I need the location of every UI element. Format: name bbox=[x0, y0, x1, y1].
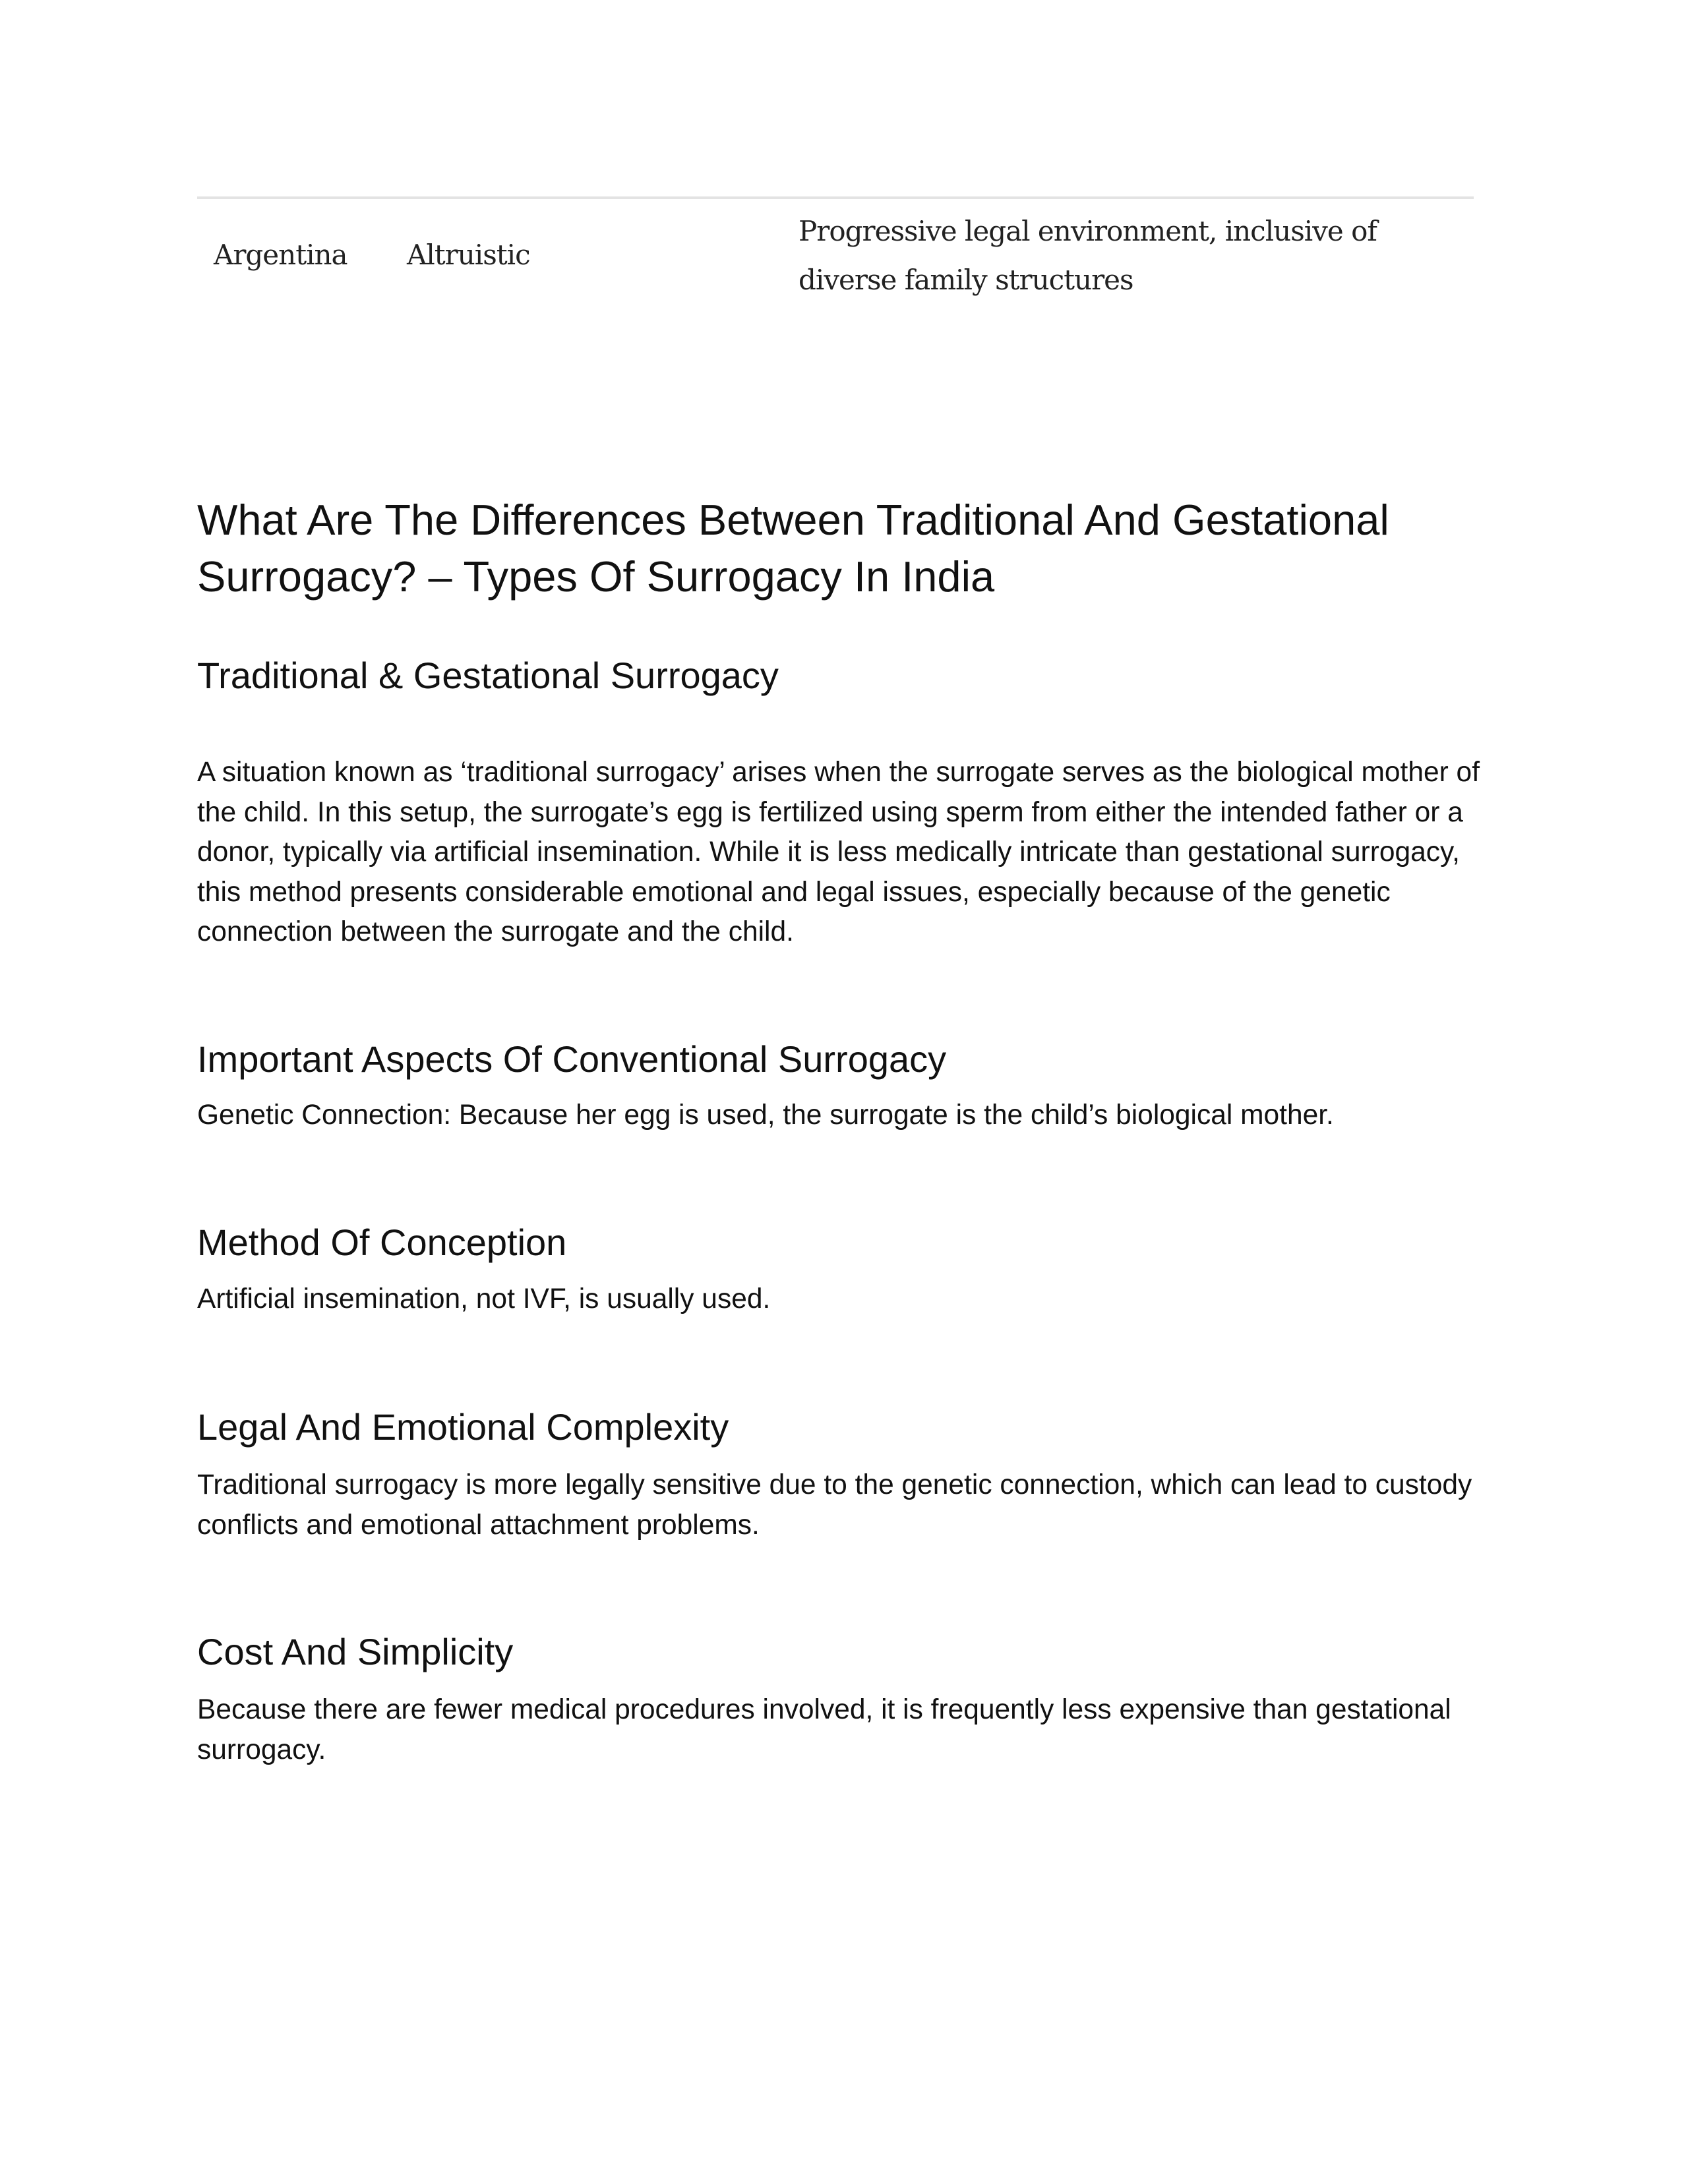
table-divider bbox=[197, 196, 1474, 199]
section-body: Artificial insemination, not IVF, is usually used. bbox=[197, 1284, 771, 1314]
section-heading: Legal And Emotional Complexity bbox=[197, 1406, 729, 1448]
table-cell-type: Altruistic bbox=[407, 239, 530, 271]
section-body: Genetic Connection: Because her egg is used, the surrogate is the child’s biological mother. bbox=[197, 1100, 1334, 1131]
section-body: Because there are fewer medical procedures involved, it is frequently less expensive than gestational surrogacy. bbox=[197, 1694, 1451, 1765]
section-body: Traditional surrogacy is more legally sensitive due to the genetic connection, which can lead to custody conflicts and emotional attachment problems. bbox=[197, 1469, 1472, 1541]
article-title: What Are The Differences Between Traditional And Gestational Surrogacy? – Types Of Surrogacy In India bbox=[197, 496, 1389, 601]
section-heading: Traditional & Gestational Surrogacy bbox=[197, 655, 779, 696]
table-cell-country: Argentina bbox=[214, 239, 347, 271]
section-heading: Method Of Conception bbox=[197, 1222, 567, 1263]
table-cell-notes: Progressive legal environment, inclusive of diverse family structures bbox=[799, 215, 1377, 296]
section-heading: Important Aspects Of Conventional Surrogacy bbox=[197, 1038, 947, 1080]
section-heading: Cost And Simplicity bbox=[197, 1631, 514, 1672]
section-body: A situation known as ‘traditional surrogacy’ arises when the surrogate serves as the biological mother of the child. In this setup, the surrogate’s egg is fertilized using sperm from either the intended father or a donor, typically via artificial insemination. While it is less medically intricate than gestational surrogacy, this method presents considerable emotional and legal issues, especially because of the genetic connection between the surrogate and the child. bbox=[197, 757, 1480, 947]
